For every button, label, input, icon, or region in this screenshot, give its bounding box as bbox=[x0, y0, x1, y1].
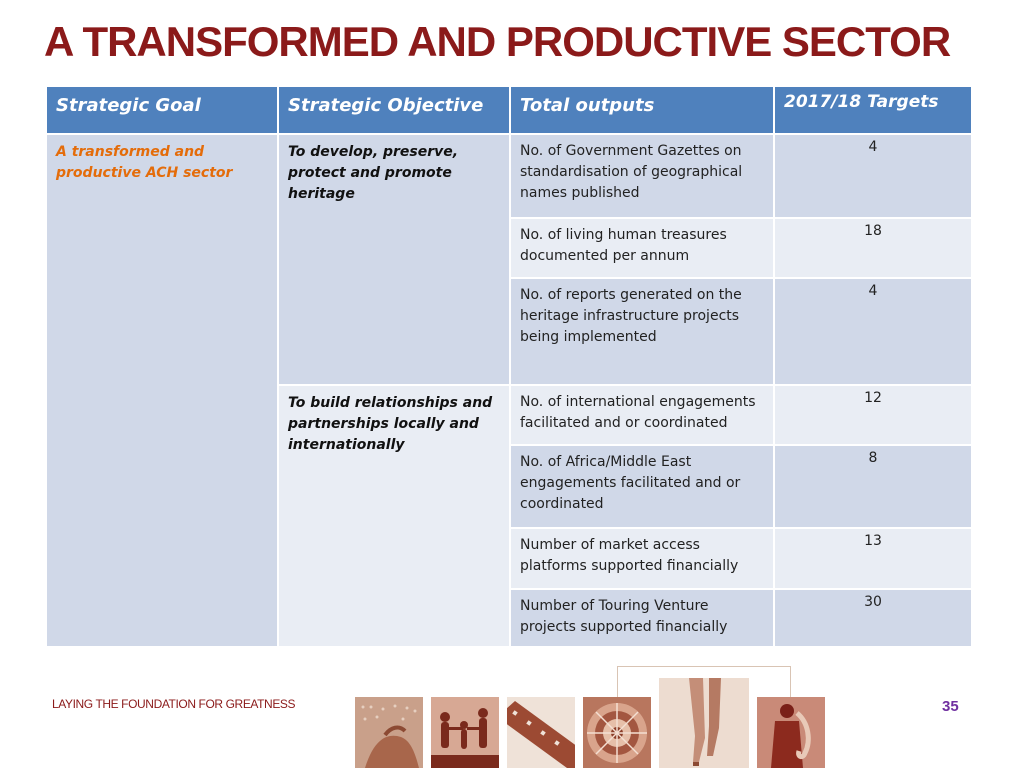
target-cell: 12 bbox=[774, 385, 972, 445]
header-total-outputs: Total outputs bbox=[510, 86, 774, 134]
film-strip-photo bbox=[507, 697, 575, 768]
strategy-table bbox=[45, 85, 973, 648]
output-cell: No. of reports generated on the heritage infrastructure projects being implemented bbox=[510, 278, 774, 385]
footer-tagline: LAYING THE FOUNDATION FOR GREATNESS bbox=[52, 697, 296, 711]
table-row bbox=[46, 134, 972, 218]
saxophone-player-photo bbox=[757, 697, 825, 768]
header-strategic-goal: Strategic Goal bbox=[46, 86, 278, 134]
ballet-feet-photo bbox=[659, 678, 749, 768]
table-header-row bbox=[46, 86, 972, 134]
output-cell: No. of international engagements facilitated and or coordinated bbox=[510, 385, 774, 445]
beadwork-photo bbox=[583, 697, 651, 768]
slide-title: A TRANSFORMED AND PRODUCTIVE SECTOR bbox=[44, 18, 951, 65]
target-cell: 18 bbox=[774, 218, 972, 278]
strategic-goal-cell: A transformed and productive ACH sector bbox=[46, 134, 278, 647]
page-number: 35 bbox=[942, 698, 959, 715]
braille-hand-photo bbox=[355, 697, 423, 768]
target-cell: 4 bbox=[774, 278, 972, 385]
output-cell: Number of market access platforms supported financially bbox=[510, 528, 774, 589]
output-cell: No. of Africa/Middle East engagements facilitated and or coordinated bbox=[510, 445, 774, 528]
output-cell: Number of Touring Venture projects supported financially bbox=[510, 589, 774, 647]
header-targets: 2017/18 Targets bbox=[774, 86, 972, 134]
output-cell: No. of living human treasures documented per annum bbox=[510, 218, 774, 278]
target-cell: 4 bbox=[774, 134, 972, 218]
target-cell: 30 bbox=[774, 589, 972, 647]
target-cell: 8 bbox=[774, 445, 972, 528]
output-cell: No. of Government Gazettes on standardisation of geographical names published bbox=[510, 134, 774, 218]
header-strategic-objective: Strategic Objective bbox=[278, 86, 510, 134]
family-silhouette-photo bbox=[431, 697, 499, 768]
strategic-objective-cell: To build relationships and partnerships locally and internationally bbox=[278, 385, 510, 647]
target-cell: 13 bbox=[774, 528, 972, 589]
strategic-objective-cell: To develop, preserve, protect and promote heritage bbox=[278, 134, 510, 385]
